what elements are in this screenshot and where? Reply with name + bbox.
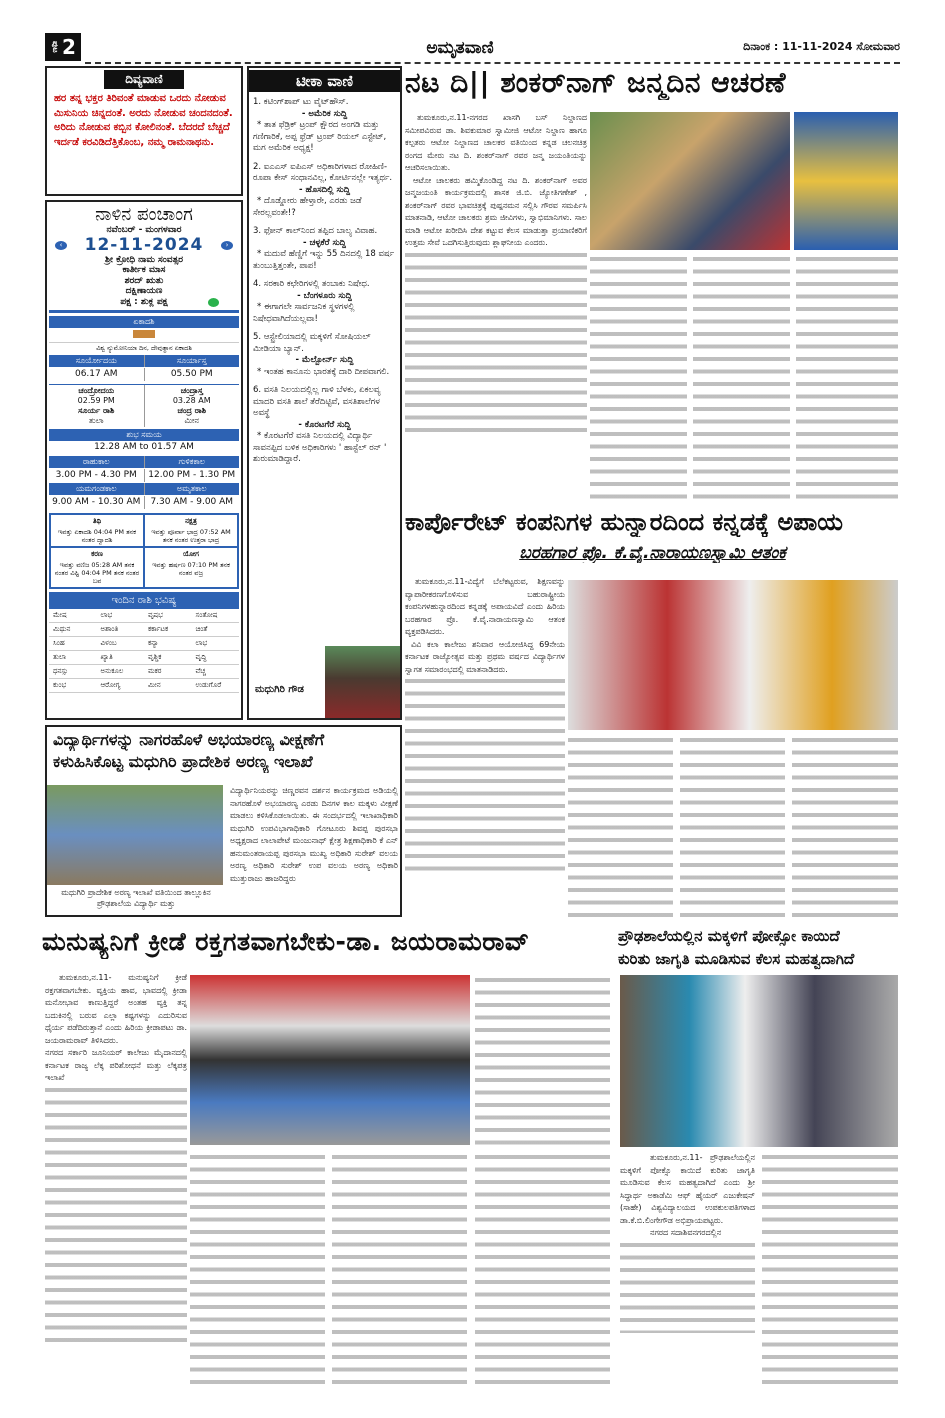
karana-text: ಇವತ್ತು ವಣಿಜ 05:28 AM ತನಕ ನಂತರ ವಿಷ್ಟಿ 04:04 PM ತನಕ ನಂತರ ಬವ (54, 561, 140, 585)
rashi-prediction: ಉಡುಗೊರೆ (192, 679, 240, 693)
tika-item-headline: 3. ಫೋನ್ ಕಾಲ್‌ನಿಂದ ತಪ್ಪಿದ ಬಾಲ್ಯ ವಿವಾಹ. (253, 226, 378, 236)
tika-item-source: - ಚಳ್ಳಕೆರೆ ಸುದ್ದಿ (303, 237, 346, 248)
headline-pocso-1: ಪ್ರೌಢಶಾಲೆಯಲ್ಲಿನ ಮಕ್ಕಳಿಗೆ ಪೋಕ್ಸೋ ಕಾಯಿದೆ (618, 927, 840, 945)
tika-item (253, 162, 396, 220)
chandra-rashi-label: ಚಂದ್ರ ರಾಶಿ (177, 406, 207, 415)
body-text (762, 1155, 898, 1387)
tika-item-headline: 5. ಆಸ್ಟ್ರೇಲಿಯಾದಲ್ಲಿ ಮಕ್ಕಳಿಗೆ ಸೋಷಿಯಲ್ ಮೀಡಿಯಾ ಬ್ಯಾನ್. (253, 332, 371, 354)
body-text (475, 978, 610, 1150)
yama-label: ಯಮಗಂಡಕಾಲ (49, 483, 145, 495)
yoga-label: ಯೋಗ (183, 550, 199, 558)
article-pocso-col1 (620, 1152, 755, 1384)
moonset-time: 03.28 AM (172, 396, 211, 405)
issue-date: ದಿನಾಂಕ : 11-11-2024 ಸೋಮವಾರ (743, 40, 900, 53)
rahu-time: 3.00 PM - 4.30 PM (49, 469, 145, 482)
article-lead: ತುಮಕೂರು,ನ.11- ಪ್ರೌಢಶಾಲೆಯಲ್ಲಿನ ಮಕ್ಕಳಿಗೆ ಪೋಕ್ಸೊ ಕಾಯಿದೆ ಕುರಿತು ಜಾಗೃತಿ ಮೂಡಿಸುವ ಕೆಲಸ ಮಹತ್ವದಾಗಿದೆ ಎಂದು ಶ್ರೀ ಸಿದ್ಧಾರ್ಥ ಅಕಾಡೆಮಿ ಆಫ್ ಹೈಯರ್ ಎಜುಕೇಷನ್ (ಸಾಹೇ) ವಿಶ್ವವಿದ್ಯಾಲಯದ ಉಪಕುಲಪತಿಗಳಾದ ಡಾ.ಕೆ.ಬಿ.ಲಿಂಗೇಗೌಡ ಅಭಿಪ್ರಾಯಪಟ್ಟರು. (620, 1153, 755, 1225)
rashi-prediction: ಚಿಂತೆ (192, 623, 240, 637)
body-text (620, 1243, 755, 1333)
tithi-text: ಇವತ್ತು ಏಕಾದಶಿ 04:04 PM ತನಕ ನಂತರ ದ್ವಾದಶಿ (57, 528, 137, 544)
tika-item (253, 97, 396, 155)
article-paragraph: ವಿವಿ ಕಲಾ ಕಾಲೇಜು ಶನಿವಾರ ಆಯೋಜಿಸಿದ್ದ 69ನೇಯ ಕರ್ನಾಟಕ ರಾಜ್ಯೋತ್ಸವ ಮತ್ತು ಪ್ರಥಮ ವರ್ಷದ ವಿದ್ಯಾರ್ಥಿಗಳ ಸ್ವಾಗತ ಸಮಾರಂಭದಲ್ಲಿ ಮಾತನಾಡಿದರು. (405, 639, 565, 674)
tika-item-headline: 1. ಕಟಿಂಗ್‌ಶಾಪ್ ಟು ವೈಟ್‌ಹೌಸ್. (253, 97, 349, 107)
headline-shankarnag: ನಟ ದಿ|| ಶಂಕರ್‌ನಾಗ್ ಜನ್ಮದಿನ ಆಚರಣೆ (405, 66, 786, 99)
tika-item-comment: * ಈಗಾಗಲೇ ಸಾರ್ವಜನಿಕ ಸ್ಥಳಗಳಲ್ಲಿ ನಿಷೇಧವಾಗಿದೆಯಲ್ಲವಾ! (253, 302, 355, 324)
ritu: ಶರದ್ ಋತು (124, 275, 164, 286)
tika-item (253, 279, 396, 325)
page-number-badge (45, 33, 81, 61)
rashi-sign: ತುಲಾ (49, 651, 97, 665)
tika-item-source: - ಕೊರಟಗೆರೆ ಸುದ್ದಿ (298, 419, 351, 430)
masa: ಕಾರ್ತೀಕ ಮಾಸ (122, 265, 166, 275)
rashi-prediction: ಲಾಭ (97, 609, 145, 623)
tika-item-comment: * ಕೊರಟಗೆರೆ ವಸತಿ ನಿಲಯದಲ್ಲಿ ವಿದ್ಯಾರ್ಥಿ ಸಾವನಪ್ಪಿದ ಬಳಿಕ ಅಧಿಕಾರಿಗಳು ' ಹಾಸ್ಟೆಲ್ ರನ್ ' ಶುರುಮಾಡಿದ್ದಾರೆ. (253, 431, 387, 464)
photo-caption-forest: ಮಧುಗಿರಿ ಪ್ರಾದೇಶಿಕ ಅರಣ್ಯ ಇಲಾಖೆ ವತಿಯಿಂದ ತಾಲ್ಲೂಕಿನ ಪ್ರೌಢಶಾಲೆಯ ವಿದ್ಯಾರ್ಥಿ ಮತ್ತು (61, 888, 211, 908)
article-lead: ತುಮಕೂರು,ನ.11-ವಿದ್ಯೆಗೆ ಬೆಲೆಕಟ್ಟರುವ, ಶಿಕ್ಷಣವನ್ನು ವ್ಯಾಪಾರೀಕರಣಗೊಳಿಸುವ ಬಹುರಾಷ್ಟ್ರೀಯ ಕಂಪನಿಗಳಹುನ್ನಾರದಿಂದ ಕನ್ನಡಕ್ಕೆ ಅಪಾಯವಿದೆ ಎಂದು ಹಿರಿಯ ಬರಹಗಾರ ಪ್ರೊ. ಕೆ.ವೈ.ನಾರಾಯಣಸ್ವಾಮಿ ಆತಂಕ ವ್ಯಕ್ತಪಡಿಸಿದರು. (405, 577, 565, 636)
karana-label: ಕರಣ (91, 550, 103, 558)
headline-sports: ಮನುಷ್ಯನಿಗೆ ಕ್ರೀಡೆ ರಕ್ತಗತವಾಗಬೇಕು-ಡಾ. ಜಯರಾಮರಾವ್ (42, 927, 530, 956)
tithi-label: ತಿಥಿ (92, 517, 102, 525)
rashi-prediction: ಲಾಭ (192, 637, 240, 651)
tika-item-source: - ಮೆಲ್ಬೋರ್ನ್ ಸುದ್ದಿ (295, 355, 354, 365)
karana-cell (50, 547, 144, 588)
body-text (332, 1155, 467, 1387)
shubha-label: ಶುಭ ಸಮಯ (49, 429, 239, 441)
moonrise-time: 02.59 PM (77, 396, 115, 405)
rashi-title: ಇಂದಿನ ರಾಶಿ ಭವಿಷ್ಯ (49, 592, 239, 609)
rashi-prediction: ಅಶಾಂತಿ (97, 623, 145, 637)
rashi-prediction: ಅನುಕೂಲ (97, 665, 145, 679)
article-shankarnag-col1 (405, 112, 587, 500)
rashi-prediction: ಖ್ಯಾತಿ (97, 651, 145, 665)
sunset-time: 05.50 PM (170, 369, 213, 379)
prev-arrow-icon[interactable]: ‹ (55, 241, 67, 250)
panchanga-title: ನಾಳಿನ ಪಂಚಾಂಗ (95, 204, 193, 225)
rashi-sign: ಮಿಥುನ (49, 623, 97, 637)
rashi-prediction: ವೆಚ್ಚ (192, 665, 240, 679)
moonset-label: ಚಂದ್ರಾಸ್ತ (180, 386, 203, 395)
whatsapp-icon[interactable] (208, 298, 219, 307)
nakshatra-label: ನಕ್ಷತ್ರ (185, 517, 197, 525)
photo-corporate-event (568, 580, 898, 730)
gulika-label: ಗುಳಿಕಕಾಲ (178, 457, 205, 466)
article-paragraph: ಆಟೋ ಚಾಲಕರು ಹಮ್ಮಿಕೊಂಡಿದ್ದ ನಟ ದಿ. ಶಂಕರ್‌ನಾಗ್ ಅವರ ಜನ್ಮಜಯಂತಿ ಕಾರ್ಯಕ್ರಮದಲ್ಲಿ ಶಾಸಕ ಜಿ.ಬಿ. ಜ್ಯೋತಿಗಣೇಶ್ , ಶಂಕರ್‌ನಾಗ್ ರವರ ಭಾವಚಿತ್ರಕ್ಕೆ ಪುಷ್ಪನಮನ ಸಲ್ಲಿಸಿ ಗೌರವ ಸಮರ್ಪಿಸಿ ಮಾತನಾಡಿ, ಆಟೋ ಚಾಲಕರು ಶ್ರಮ ಜೀವಿಗಳು, ಸ್ವಾಭಿಮಾನಿಗಳು. ಸಾಲ ಮಾಡಿ ಆಟೋ ಖರೀದಿಸಿ ದೇಶ ಕಟ್ಟುವ ಕೆಲಸ ಮಾಡುತ್ತಾ ಪ್ರಯಾಣಿಕರಿಗೆ ಉತ್ತಮ ಸೇವೆ ಒದಗಿಸುತ್ತಿರುವುದು ಶ್ಲಾಘನೀಯ ಎಂದರು. (405, 175, 587, 247)
header-divider (85, 62, 900, 64)
tika-vani-box (247, 66, 402, 720)
body-text (693, 257, 790, 501)
columnist-name: ಮಧುಗಿರಿ ಗೌಡ (255, 684, 304, 695)
tika-vani-title: ಟೀಕಾ ವಾಣಿ (249, 70, 400, 92)
rashi-prediction: ವಿಳಂಬ (97, 637, 145, 651)
sunrise-time: 06.17 AM (49, 368, 145, 381)
festival-icon (133, 330, 155, 338)
page-label: ಪುಟ (51, 41, 61, 53)
rashi-sign: ವೃಷಭ (144, 609, 192, 623)
article-paragraph: ನಗರದ ಸರ್ಕಾರಿ ಜೂನಿಯರ್ ಕಾಲೇಜು ಮೈದಾನದಲ್ಲಿ ಕರ್ನಾಟಕ ರಾಜ್ಯ ಲೆಕ್ಕ ಪರಿಶೋಧನೆ ಮತ್ತು ಲೆಕ್ಕಪತ್ರ ಇಲಾಖೆ (45, 1048, 187, 1082)
tika-item-comment: * ತಾತ ಫೆಡ್ರಿಕ್ ಟ್ರಂಪ್ ಕ್ಷೌರದ ಅಂಗಡಿ ಮತ್ತು ಗಣಿಗಾರಿಕೆ, ಅಪ್ಪ ಫ್ರೆಡ್ ಟ್ರಂಪ್ ರಿಯಲ್ ಎಸ್ಟೇಟ್, ಮಗ ಅಮೆರಿಕ ಅಧ್ಯಕ್ಷ! (253, 120, 387, 153)
tika-item-headline: 4. ಸರಕಾರಿ ಕಛೇರಿಗಳಲ್ಲಿ ತಂಬಾಕು ನಿಷೇಧ. (253, 279, 370, 289)
tika-item-comment: * ದೊಡ್ಡೋರು ಹೇಳ್ತಾರೇ, ಎರಡು ಜಡೆ ಸೇರಲ್ಲವಂತೇ!? (253, 196, 362, 218)
tika-item-source: - ಅಮೆರಿಕ ಸುದ್ದಿ (301, 108, 348, 119)
yama-time: 9.00 AM - 10.30 AM (49, 496, 145, 509)
tika-item (253, 385, 396, 466)
sunrise-label: ಸೂರ್ಯೋದಯ (49, 355, 145, 367)
panchanga-month-day: ನವೆಂಬರ್ - ಮಂಗಳವಾರ (106, 225, 182, 235)
photo-shankarnag-event (590, 112, 790, 250)
article-sports-col1 (45, 972, 187, 1387)
headline-pocso-2: ಕುರಿತು ಜಾಗೃತಿ ಮೂಡಿಸುವ ಕೆಲಸ ಮಹತ್ವದಾಗಿದೆ (618, 950, 855, 968)
tika-item-headline: 6. ವಸತಿ ನಿಲಯದಲ್ಲಿಲ್ಲ ಗಾಳಿ ಬೆಳಕು, ಏಕಲವ್ಯ ಮಾದರಿ ವಸತಿ ಶಾಲೆ ತೆರೆದಿಟ್ಟಿವೆ, ವಸತಿಶಾಲೆಗಳ ಅವಸ್ಥೆ (253, 385, 381, 418)
tika-item (253, 332, 396, 378)
article-lead: ತುಮಕೂರು,ನ.11- ಮನುಷ್ಯನಿಗೆ ಕ್ರೀಡೆ ರಕ್ತಗತವಾಗಬೇಕು. ವ್ಯಕ್ತಿಯ ಹಾವ, ಭಾವದಲ್ಲಿ ಕ್ರೀಡಾ ಮನೋಭಾವ ಕಾಣುತ್ತಿದ್ದರೆ ಅಂತಹ ವ್ಯಕ್ತಿ ತನ್ನ ಬದುಕಿನಲ್ಲಿ ಬರುವ ಎಲ್ಲಾ ಕಷ್ಟಗಳನ್ನು ಎದುರಿಸುವ ಧೈರ್ಯ ಪಡೆದಿರುತ್ತಾನೆ ಎಂದು ಹಿರಿಯ ಕ್ರೀಡಾಪಟು ಡಾ. ಜಯರಾಮರಾವ್ ತಿಳಿಸಿದರು. (45, 973, 187, 1045)
festival-text: ವಿಶ್ವ ನ್ಯುಮೋನಿಯಾ ದಿನ, ದೇವುತ್ಥಾನ ಏಕಾದಶಿ (49, 342, 239, 353)
body-text (680, 738, 785, 918)
body-text (405, 253, 587, 433)
next-arrow-icon[interactable]: › (221, 241, 233, 250)
nakshatra-text: ಇವತ್ತು ಪೂರ್ವಾ ಭಾದ್ರ 07:52 AM ತನಕ ನಂತರ ಉತ್ತರಾ ಭಾದ್ರ (151, 528, 231, 544)
body-text (796, 257, 898, 501)
moonrise-label: ಚಂದ್ರೋದಯ (78, 386, 115, 395)
rashi-sign: ಕರ್ಕಾಟಕ (144, 623, 192, 637)
rashi-prediction: ಆರೋಗ್ಯ (97, 679, 145, 693)
amrita-label: ಅಮೃತಕಾಲ (176, 484, 207, 493)
tika-item-headline: 2. ಐಎಎಸ್ ಐಪಿಎಸ್ ಅಧಿಕಾರಿಗಳಾದ ರೋಹಿಣಿ-ರೂಪಾ ಕೇಸ್ ಸಂಧಾನವಿಲ್ಲ, ಕೋರ್ಟಿನಲ್ಲೇ ಇತ್ಯರ್ಥ. (253, 161, 393, 183)
tithi-cell (50, 514, 144, 547)
panchanga-date: 12-11-2024 (84, 234, 204, 255)
rashi-sign: ಸಿಂಹ (49, 637, 97, 651)
tika-item (253, 226, 396, 272)
sunset-label: ಸೂರ್ಯಾಸ್ತ (176, 356, 207, 365)
rashi-sign: ಮೇಷ (49, 609, 97, 623)
rashi-sign: ಮಕರ (144, 665, 192, 679)
rashi-sign: ಕನ್ಯಾ (144, 637, 192, 651)
ayana: ದಕ್ಷಿಣಾಯಣ (125, 286, 163, 296)
photo-sports-event (190, 975, 470, 1145)
divyavani-box (45, 66, 243, 196)
body-text (792, 738, 898, 918)
yoga-text: ಇವತ್ತು ಹರ್ಷಣ 07:10 PM ತನಕ ನಂತರ ವಜ್ರ (152, 561, 230, 577)
rashi-sign: ಮೀನ (144, 679, 192, 693)
body-text (590, 257, 687, 501)
columnist-photo (325, 646, 400, 718)
body-text (190, 1155, 325, 1387)
rashi-prediction: ಸಂತೋಷ (192, 609, 240, 623)
headline-forest-1: ವಿದ್ಯಾರ್ಥಿಗಳನ್ನು ನಾಗರಹೊಳೆ ಅಭಯಾರಣ್ಯ ವೀಕ್ಷಣೆಗೆ (53, 730, 325, 749)
headline-corporate: ಕಾರ್ಪೊರೇಟ್ ಕಂಪನಿಗಳ ಹುನ್ನಾರದಿಂದ ಕನ್ನಡಕ್ಕೆ ಅಪಾಯ (405, 508, 843, 536)
yoga-cell (144, 547, 238, 588)
tika-item-source: - ಹೊಸದಿಲ್ಲಿ ಸುದ್ದಿ (298, 184, 350, 195)
surya-rashi-label: ಸೂರ್ಯ ರಾಶಿ (78, 406, 115, 415)
subheadline-corporate: ಬರಹಗಾರ ಪ್ರೊ. ಕೆ.ವೈ.ನಾರಾಯಣಸ್ವಾಮಿ ಆತಂಕ (519, 543, 786, 563)
divyavani-title: ದಿವ್ಯವಾಣಿ (104, 70, 184, 89)
article-corporate-col1 (405, 576, 565, 916)
nakshatra-cell (144, 514, 238, 547)
rashi-sign: ವೃಶ್ಚಿಕ (144, 651, 192, 665)
samvatsara: ಶ್ರೀ ಕ್ರೋಧಿ ನಾಮ ಸಂವತ್ಸರ (105, 254, 183, 265)
rashi-grid (49, 609, 239, 693)
panchanga-box (45, 200, 243, 720)
rashi-prediction: ವೃದ್ಧಿ (192, 651, 240, 665)
article-lead: ತುಮಕೂರು,ನ.11-ನಗರದ ಖಾಸಗಿ ಬಸ್ ನಿಲ್ದಾಣದ ಸಮೀಪವಿರುವ ಡಾ. ಶಿವಕುಮಾರ ಸ್ವಾಮೀಜಿ ಆಟೋ ನಿಲ್ದಾಣ ಹಾಗೂ ಕಲ್ಪತರು ಆಟೋ ನಿಲ್ದಾಣದ ಚಾಲಕರ ವತಿಯಿಂದ ಕನ್ನಡ ಚಲನಚಿತ್ರ ರಂಗದ ಮೇರು ನಟ ದಿ. ಶಂಕರ್‌ನಾಗ್ ರವರ ಜನ್ಮ ಜಯಂತಿಯನ್ನು ಆಚರಿಸಲಾಯಿತು. (405, 113, 587, 172)
rashi-sign: ಧನಸ್ಸು (49, 665, 97, 679)
rahu-label: ರಾಹುಕಾಲ (49, 456, 145, 468)
surya-rashi: ತುಲಾ (88, 416, 104, 425)
photo-forest-students (47, 785, 223, 885)
headline-forest-2: ಕಳುಹಿಸಿಕೊಟ್ಟ ಮಧುಗಿರಿ ಪ್ರಾದೇಶಿಕ ಅರಣ್ಯ ಇಲಾಖೆ (53, 752, 313, 771)
article-paragraph: ನಗರದ ಸದಾಶಿವನಗರದಲ್ಲಿನ (650, 1228, 722, 1237)
rashi-sign: ಕುಂಭ (49, 679, 97, 693)
photo-pocso-event (620, 975, 898, 1147)
body-text (568, 738, 673, 918)
tika-item-source: - ಬೆಂಗಳೂರು ಸುದ್ದಿ (297, 290, 352, 301)
body-text (475, 1155, 610, 1387)
photo-shankarnag-portrait (794, 112, 898, 250)
page-number: 2 (62, 35, 76, 59)
tika-item-comment: * ಮದುವೆ ಹೆಣ್ಣಿಗೆ ಇನ್ನು 55 ದಿನದಲ್ಲಿ 18 ವರ್ಷ ತುಂಬುತ್ತಿತ್ತಂತೇ, ಪಾಪ! (253, 249, 395, 271)
tika-item-comment: * ಇಂತಹ ಕಾನೂನು ಭಾರತಕ್ಕೆ ದಾರಿ ದೀಪವಾಗಲಿ. (257, 366, 390, 377)
festival-label: ಏಕಾದಶಿ (49, 316, 239, 328)
paksha: ಪಕ್ಷ : ಶುಕ್ಲ ಪಕ್ಷ (120, 296, 168, 307)
newspaper-name: ಅಮೃತವಾಣಿ (426, 38, 494, 58)
divyavani-text: ಹರ ತನ್ನ ಭಕ್ತರ ತಿರಿವಂತೆ ಮಾಡುವ ಒರದು ನೋಡುವ ಮಿಸುನಿಯ ಚಿನ್ನದಂತೆ. ಅರದು ನೋಡುವ ಚಂದನದಂತೆ. ಅರಿದು ನೋಡುವ ಕಬ್ಬಿನ ಕೋಲಿನಂತೆ. ಬೆದರದೆ ಬೆಚ್ಚದೆ ಇರ್ದಡೆ ಕರವಿಡಿದೆತ್ತಿಕೊಂಬ, ನಮ್ಮ ರಾಮನಾಥನು. (54, 93, 233, 148)
shubha-time: 12.28 AM to 01.57 AM (94, 442, 194, 452)
gulika-time: 12.00 PM - 1.30 PM (148, 470, 236, 480)
body-text (45, 1088, 187, 1348)
body-text (405, 679, 565, 879)
amrita-time: 7.30 AM - 9.00 AM (150, 497, 234, 507)
article-forest-body: ವಿದ್ಯಾರ್ಥಿನಿಯರನ್ನು ಚಿಣ್ಣರವನ ದರ್ಶನ ಕಾರ್ಯಕ್ರಮದ ಅಡಿಯಲ್ಲಿ ನಾಗರಹೊಳೆ ಅಭಯಾರಣ್ಯ ಎರಡು ದಿನಗಳ ಕಾಲ ಮಕ್ಕಳು ವೀಕ್ಷಣೆ ಮಾಡಲು ಕಳಿಸಿಕೊಡಲಾಯಿತು. ಈ ಸಂದರ್ಭದಲ್ಲಿ ಇಲಾಖಾಧಿಕಾರಿ ಮಧುಗಿರಿ ಉಪವಿಭಾಗಾಧಿಕಾರಿ ಗೋಟೂರು ಶಿವಪ್ಪ ಪುರಸಭಾ ಅಧ್ಯಕ್ಷರಾದ ಲಾಲಾಪೇಟೆ ಮಂಜುನಾಥ್ ಕ್ಷೇತ್ರ ಶಿಕ್ಷಣಾಧಿಕಾರಿ ಕೆ ಎನ್ ಹನುಮಂತರಾಯಪ್ಪ ಪುರಸಭಾ ಮುಖ್ಯ ಅಧಿಕಾರಿ ಸುರೇಶ್ ವಲಯ ಅರಣ್ಯ ಅಧಿಕಾರಿ ಸುರೇಶ್ ಉಪ ವಲಯ ಅರಣ್ಯ ಅಧಿಕಾರಿ ಮುತ್ತುರಾಜು ಹಾಜರಿದ್ದರು (230, 786, 398, 883)
chandra-rashi: ಮೀನ (184, 416, 199, 425)
